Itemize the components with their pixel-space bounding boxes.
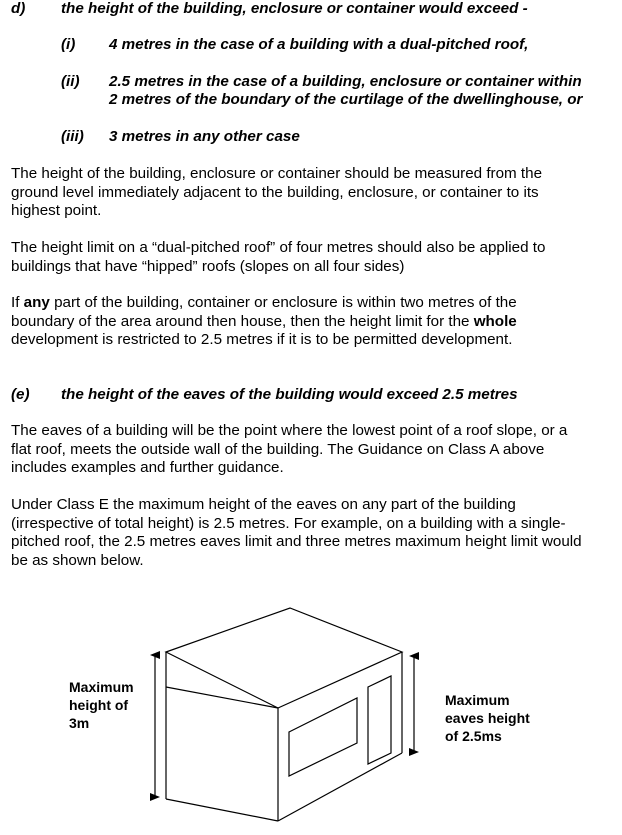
paragraph-line: development is restricted to 2.5 metres if it is to be permitted development. <box>11 331 513 348</box>
paragraph-line: (irrespective of total height) is 2.5 metres. For example, on a building with a single- <box>11 514 566 532</box>
paragraph-line: ground level immediately adjacent to the building, enclosure, or container to its <box>11 183 539 201</box>
clause-d-label: d) <box>11 0 26 17</box>
paragraph-line: highest point. <box>11 202 102 219</box>
right-wall-bottom-edge <box>278 753 402 821</box>
roof-outline <box>166 608 402 708</box>
label-line: 3m <box>69 715 90 731</box>
item-ii-text-line1: 2.5 metres in the case of a building, enclosure or container within <box>109 73 582 90</box>
label-line: of 2.5ms <box>445 728 502 744</box>
text-run: If <box>11 294 24 311</box>
label-line: eaves height <box>445 710 530 726</box>
emphasis-any: any <box>23 294 50 311</box>
item-iii-text: 3 metres in any other case <box>109 128 300 145</box>
clause-e-label: (e) <box>11 386 30 403</box>
label-line: Maximum <box>445 692 510 708</box>
item-ii-number: (ii) <box>61 73 80 90</box>
paragraph-line: includes examples and further guidance. <box>11 459 284 476</box>
paragraph-line: buildings that have “hipped” roofs (slopes on all four sides) <box>11 257 405 275</box>
max-height-label <box>69 678 134 732</box>
paragraph-line: Under Class E the maximum height of the eaves on any part of the building <box>11 496 516 513</box>
text-run: boundary of the area around then house, then the height limit for the <box>11 312 474 330</box>
left-wall-bottom-edge <box>166 799 278 821</box>
item-i-text: 4 metres in the case of a building with a dual-pitched roof, <box>109 36 529 53</box>
paragraph-line: The height limit on a “dual-pitched roof” of four metres should also be applied to <box>11 239 546 256</box>
item-iii-number: (iii) <box>61 128 84 145</box>
eaves-height-label <box>445 691 530 745</box>
label-line: height of <box>69 697 129 713</box>
paragraph-line: pitched roof, the 2.5 metres eaves limit and three metres maximum height limit would <box>11 533 582 550</box>
paragraph-line: flat roof, meets the outside wall of the building. The Guidance on Class A above <box>11 440 545 458</box>
item-i-number: (i) <box>61 36 76 53</box>
item-ii-text-line2: 2 metres of the boundary of the curtilage of the dwellinghouse, or <box>109 91 583 108</box>
paragraph-line: be as shown below. <box>11 551 144 569</box>
paragraph-line: The height of the building, enclosure or container should be measured from the <box>11 165 543 182</box>
door-shape <box>368 676 391 764</box>
clause-e-heading: the height of the eaves of the building would exceed 2.5 metres <box>61 386 518 403</box>
emphasis-whole: whole <box>473 312 517 330</box>
text-run: part of the building, container or enclosure is within two metres of the <box>49 294 517 311</box>
left-wall-top-edge <box>166 687 278 708</box>
window-shape <box>289 698 357 776</box>
paragraph-line: The eaves of a building will be the point where the lowest point of a roof slope, or a <box>11 422 568 439</box>
label-line: Maximum <box>69 679 134 695</box>
clause-d-heading: the height of the building, enclosure or container would exceed - <box>61 0 528 17</box>
